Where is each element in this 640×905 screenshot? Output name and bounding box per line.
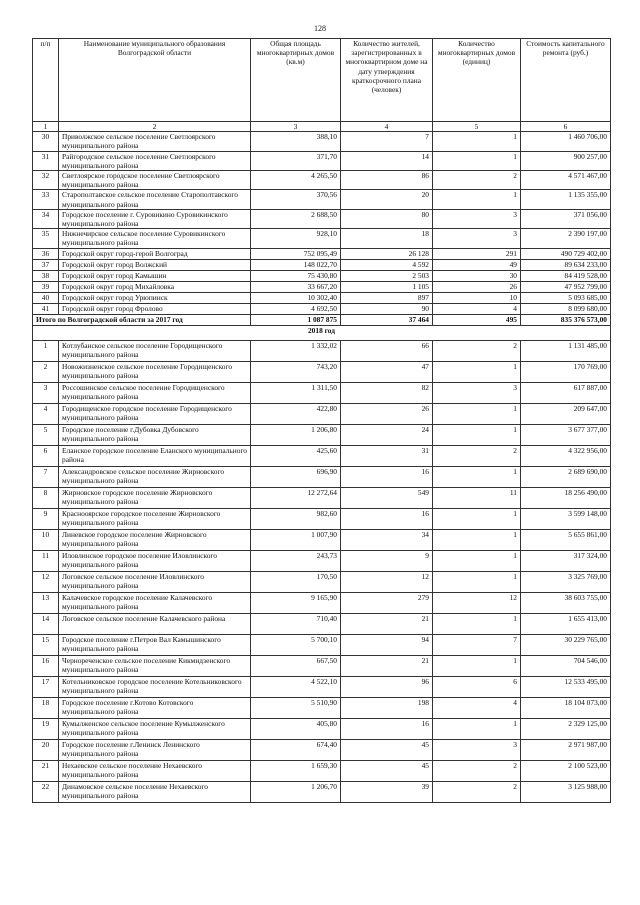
cost-value: 1 655 413,00 — [521, 613, 611, 634]
houses-value: 7 — [433, 634, 521, 655]
total-cost: 835 376 573,00 — [521, 314, 611, 325]
cost-value: 1 135 355,00 — [521, 190, 611, 209]
col-header-cost: Стоимость капитального ремонта (руб.) — [521, 39, 611, 122]
row-number: 10 — [33, 529, 59, 550]
municipality-name: Городское поселение г. Суровикино Суровикинского муниципального района — [59, 209, 251, 228]
cost-value: 170 769,00 — [521, 361, 611, 382]
table-row — [33, 781, 611, 802]
residents-value: 45 — [341, 739, 433, 760]
area-value: 1 206,80 — [251, 424, 341, 445]
municipality-name: Александровское сельское поселение Жирновского муниципального района — [59, 466, 251, 487]
row-number: 30 — [33, 132, 59, 151]
houses-value: 3 — [433, 209, 521, 228]
area-value: 674,40 — [251, 739, 341, 760]
cost-value: 2 971 987,00 — [521, 739, 611, 760]
area-value: 388,10 — [251, 132, 341, 151]
residents-value: 16 — [341, 466, 433, 487]
year-heading-row — [33, 325, 611, 340]
area-value: 743,20 — [251, 361, 341, 382]
row-number: 18 — [33, 697, 59, 718]
residents-value: 94 — [341, 634, 433, 655]
residents-value: 66 — [341, 340, 433, 361]
table-row — [33, 229, 611, 248]
col-header-index: п/п — [33, 39, 59, 122]
houses-value: 1 — [433, 613, 521, 634]
residents-value: 198 — [341, 697, 433, 718]
row-number: 40 — [33, 292, 59, 303]
municipality-name: Жирновское городское поселение Жирновского муниципального района — [59, 487, 251, 508]
residents-value: 24 — [341, 424, 433, 445]
table-row — [33, 466, 611, 487]
column-index: 1 — [33, 122, 59, 132]
cost-value: 3 325 769,00 — [521, 571, 611, 592]
municipality-name: Чернореченское сельское поселение Кикмидзенского муниципального района — [59, 655, 251, 676]
table-row — [33, 718, 611, 739]
repair-plan-table — [32, 38, 611, 803]
table-row — [33, 361, 611, 382]
table-row — [33, 613, 611, 634]
houses-value: 6 — [433, 676, 521, 697]
houses-value: 12 — [433, 592, 521, 613]
municipality-name: Городской округ город Урюпинск — [59, 292, 251, 303]
row-number: 31 — [33, 151, 59, 170]
cost-value: 5 655 861,00 — [521, 529, 611, 550]
area-value: 4 692,50 — [251, 303, 341, 314]
rows-2018 — [33, 340, 611, 802]
houses-value: 2 — [433, 340, 521, 361]
residents-value: 96 — [341, 676, 433, 697]
residents-value: 16 — [341, 508, 433, 529]
residents-value: 7 — [341, 132, 433, 151]
area-value: 2 688,50 — [251, 209, 341, 228]
residents-value: 26 — [341, 403, 433, 424]
table-row — [33, 697, 611, 718]
table-row — [33, 259, 611, 270]
cost-value: 18 256 490,00 — [521, 487, 611, 508]
houses-value: 1 — [433, 571, 521, 592]
cost-value: 3 599 148,00 — [521, 508, 611, 529]
municipality-name: Новожизненское сельское поселение Городищенского муниципального района — [59, 361, 251, 382]
municipality-name: Нижнечирское сельское поселение Суровикинского муниципального района — [59, 229, 251, 248]
houses-value: 49 — [433, 259, 521, 270]
municipality-name: Нехаевское сельское поселение Нехаевского муниципального района — [59, 760, 251, 781]
row-number: 14 — [33, 613, 59, 634]
area-value: 170,50 — [251, 571, 341, 592]
municipality-name: Городское поселение г.Дубовка Дубовского муниципального района — [59, 424, 251, 445]
row-number: 15 — [33, 634, 59, 655]
residents-value: 2 503 — [341, 270, 433, 281]
table-row — [33, 634, 611, 655]
page-number: 128 — [314, 24, 326, 33]
table-row — [33, 132, 611, 151]
municipality-name: Калачевское городское поселение Калачевского муниципального района — [59, 592, 251, 613]
area-value: 667,50 — [251, 655, 341, 676]
residents-value: 9 — [341, 550, 433, 571]
municipality-name: Городское поселение г.Котово Котовского муниципального района — [59, 697, 251, 718]
houses-value: 3 — [433, 229, 521, 248]
row-number: 3 — [33, 382, 59, 403]
houses-value: 1 — [433, 550, 521, 571]
houses-value: 1 — [433, 151, 521, 170]
residents-value: 80 — [341, 209, 433, 228]
cost-value: 209 647,00 — [521, 403, 611, 424]
area-value: 422,80 — [251, 403, 341, 424]
residents-value: 21 — [341, 613, 433, 634]
residents-value: 86 — [341, 171, 433, 190]
houses-value: 2 — [433, 781, 521, 802]
residents-value: 1 105 — [341, 281, 433, 292]
area-value: 752 095,49 — [251, 248, 341, 259]
table-row — [33, 655, 611, 676]
area-value: 33 667,20 — [251, 281, 341, 292]
cost-value: 2 689 690,00 — [521, 466, 611, 487]
row-number: 17 — [33, 676, 59, 697]
houses-value: 30 — [433, 270, 521, 281]
cost-value: 317 324,00 — [521, 550, 611, 571]
area-value: 243,73 — [251, 550, 341, 571]
table-row — [33, 382, 611, 403]
municipality-name: Динамовское сельское поселение Нехаевского муниципального района — [59, 781, 251, 802]
houses-value: 1 — [433, 508, 521, 529]
row-number: 11 — [33, 550, 59, 571]
table-row — [33, 508, 611, 529]
houses-value: 2 — [433, 760, 521, 781]
row-number: 13 — [33, 592, 59, 613]
cost-value: 4 322 956,00 — [521, 445, 611, 466]
year-heading: 2018 год — [33, 325, 611, 340]
row-number: 32 — [33, 171, 59, 190]
table-row — [33, 487, 611, 508]
cost-value: 617 887,00 — [521, 382, 611, 403]
houses-value: 1 — [433, 718, 521, 739]
total-label: Итого по Волгоградской области за 2017 год — [33, 314, 251, 325]
row-number: 19 — [33, 718, 59, 739]
municipality-name: Иловлинское городское поселение Иловлинского муниципального района — [59, 550, 251, 571]
table-row — [33, 739, 611, 760]
residents-value: 45 — [341, 760, 433, 781]
col-header-houses: Количество многоквартирных домов (единиц) — [433, 39, 521, 122]
houses-value: 10 — [433, 292, 521, 303]
row-number: 38 — [33, 270, 59, 281]
row-number: 1 — [33, 340, 59, 361]
area-value: 148 022,70 — [251, 259, 341, 270]
houses-value: 1 — [433, 361, 521, 382]
table-row — [33, 248, 611, 259]
row-number: 35 — [33, 229, 59, 248]
area-value: 1 311,50 — [251, 382, 341, 403]
table-row — [33, 281, 611, 292]
area-value: 425,60 — [251, 445, 341, 466]
table-header-row — [33, 39, 611, 122]
row-number: 33 — [33, 190, 59, 209]
row-number: 20 — [33, 739, 59, 760]
total-2017 — [33, 314, 611, 340]
cost-value: 30 229 765,00 — [521, 634, 611, 655]
area-value: 710,40 — [251, 613, 341, 634]
cost-value: 38 603 755,00 — [521, 592, 611, 613]
houses-value: 11 — [433, 487, 521, 508]
table-row — [33, 151, 611, 170]
cost-value: 2 329 125,00 — [521, 718, 611, 739]
col-header-area: Общая площадь многоквартирных домов (кв.м) — [251, 39, 341, 122]
table-row — [33, 550, 611, 571]
municipality-name: Логовское сельское поселение Иловлинского муниципального района — [59, 571, 251, 592]
row-number: 22 — [33, 781, 59, 802]
area-value: 5 700,10 — [251, 634, 341, 655]
area-value: 12 272,64 — [251, 487, 341, 508]
houses-value: 4 — [433, 303, 521, 314]
municipality-name: Старополтавское сельское поселение Старополтавского муниципального района — [59, 190, 251, 209]
residents-value: 90 — [341, 303, 433, 314]
cost-value: 2 390 197,00 — [521, 229, 611, 248]
residents-value: 21 — [341, 655, 433, 676]
total-row — [33, 314, 611, 325]
row-number: 21 — [33, 760, 59, 781]
column-index: 2 — [59, 122, 251, 132]
houses-value: 26 — [433, 281, 521, 292]
row-number: 8 — [33, 487, 59, 508]
area-value: 4 265,50 — [251, 171, 341, 190]
municipality-name: Приволжское сельское поселение Светлоярского муниципального района — [59, 132, 251, 151]
cost-value: 84 419 528,00 — [521, 270, 611, 281]
municipality-name: Городской округ город Михайловка — [59, 281, 251, 292]
municipality-name: Городской округ город Фролово — [59, 303, 251, 314]
table-row — [33, 171, 611, 190]
residents-value: 16 — [341, 718, 433, 739]
houses-value: 3 — [433, 739, 521, 760]
row-number: 4 — [33, 403, 59, 424]
residents-value: 549 — [341, 487, 433, 508]
municipality-name: Логовское сельское поселение Калачевского района — [59, 613, 251, 634]
table-row — [33, 445, 611, 466]
cost-value: 8 099 680,00 — [521, 303, 611, 314]
cost-value: 5 093 685,00 — [521, 292, 611, 303]
cost-value: 18 104 073,00 — [521, 697, 611, 718]
total-residents: 37 464 — [341, 314, 433, 325]
column-index: 5 — [433, 122, 521, 132]
column-index: 6 — [521, 122, 611, 132]
residents-value: 12 — [341, 571, 433, 592]
municipality-name: Краснооярское городское поселение Жирновского муниципального района — [59, 508, 251, 529]
area-value: 9 165,90 — [251, 592, 341, 613]
total-area: 1 087 875 — [251, 314, 341, 325]
table-row — [33, 529, 611, 550]
municipality-name: Городское поселение г.Петров Вал Камышинского муниципального района — [59, 634, 251, 655]
cost-value: 3 125 988,00 — [521, 781, 611, 802]
column-index-row — [33, 122, 611, 132]
houses-value: 2 — [433, 445, 521, 466]
residents-value: 279 — [341, 592, 433, 613]
residents-value: 897 — [341, 292, 433, 303]
houses-value: 4 — [433, 697, 521, 718]
residents-value: 82 — [341, 382, 433, 403]
row-number: 7 — [33, 466, 59, 487]
houses-value: 1 — [433, 529, 521, 550]
municipality-name: Котлубанское сельское поселение Городищенского муниципального района — [59, 340, 251, 361]
municipality-name: Линевское городское поселение Жирновского муниципального района — [59, 529, 251, 550]
houses-value: 3 — [433, 382, 521, 403]
table-row — [33, 303, 611, 314]
municipality-name: Еланское городское поселение Еланского муниципального района — [59, 445, 251, 466]
cost-value: 1 131 485,00 — [521, 340, 611, 361]
cost-value: 89 634 233,00 — [521, 259, 611, 270]
houses-value: 1 — [433, 132, 521, 151]
area-value: 75 430,80 — [251, 270, 341, 281]
houses-value: 1 — [433, 655, 521, 676]
row-number: 34 — [33, 209, 59, 228]
row-number: 41 — [33, 303, 59, 314]
area-value: 10 302,40 — [251, 292, 341, 303]
houses-value: 1 — [433, 424, 521, 445]
row-number: 16 — [33, 655, 59, 676]
houses-value: 1 — [433, 466, 521, 487]
residents-value: 14 — [341, 151, 433, 170]
table-row — [33, 676, 611, 697]
table-row — [33, 209, 611, 228]
row-number: 39 — [33, 281, 59, 292]
residents-value: 34 — [341, 529, 433, 550]
municipality-name: Котельниковское городское поселение Котельниковского муниципального района — [59, 676, 251, 697]
area-value: 4 522,10 — [251, 676, 341, 697]
residents-value: 47 — [341, 361, 433, 382]
table-row — [33, 760, 611, 781]
area-value: 5 510,90 — [251, 697, 341, 718]
residents-value: 31 — [341, 445, 433, 466]
residents-value: 4 592 — [341, 259, 433, 270]
table-row — [33, 571, 611, 592]
cost-value: 12 533 495,00 — [521, 676, 611, 697]
col-header-residents: Количество жителей, зарегистрированных в многоквартирном доме на дату утверждения краткосрочного плана (человек) — [341, 39, 433, 122]
total-houses: 495 — [433, 314, 521, 325]
houses-value: 291 — [433, 248, 521, 259]
residents-value: 39 — [341, 781, 433, 802]
table-row — [33, 270, 611, 281]
area-value: 696,90 — [251, 466, 341, 487]
table-row — [33, 403, 611, 424]
table-row — [33, 592, 611, 613]
municipality-name: Городской округ город-герой Волгоград — [59, 248, 251, 259]
cost-value: 704 546,00 — [521, 655, 611, 676]
col-header-name: Наименование муниципального образования Волгоградской области — [59, 39, 251, 122]
cost-value: 371 056,00 — [521, 209, 611, 228]
houses-value: 1 — [433, 403, 521, 424]
houses-value: 1 — [433, 190, 521, 209]
residents-value: 20 — [341, 190, 433, 209]
municipality-name: Кумылженское сельское поселение Кумылженского муниципального района — [59, 718, 251, 739]
area-value: 1 659,30 — [251, 760, 341, 781]
row-number: 6 — [33, 445, 59, 466]
area-value: 928,10 — [251, 229, 341, 248]
table-row — [33, 190, 611, 209]
cost-value: 4 571 467,00 — [521, 171, 611, 190]
residents-value: 26 128 — [341, 248, 433, 259]
municipality-name: Городищенское городское поселение Городищенского муниципального района — [59, 403, 251, 424]
cost-value: 490 729 402,00 — [521, 248, 611, 259]
area-value: 371,70 — [251, 151, 341, 170]
area-value: 370,56 — [251, 190, 341, 209]
column-index: 4 — [341, 122, 433, 132]
row-number: 37 — [33, 259, 59, 270]
municipality-name: Россошинское сельское поселение Городищенского муниципального района — [59, 382, 251, 403]
rows-2017 — [33, 132, 611, 314]
municipality-name: Райгородское сельское поселение Светлоярского муниципального района — [59, 151, 251, 170]
area-value: 1 206,70 — [251, 781, 341, 802]
row-number: 12 — [33, 571, 59, 592]
cost-value: 2 100 523,00 — [521, 760, 611, 781]
area-value: 1 332,02 — [251, 340, 341, 361]
row-number: 2 — [33, 361, 59, 382]
row-number: 5 — [33, 424, 59, 445]
municipality-name: Светлоярское городское поселение Светлоярского муниципального района — [59, 171, 251, 190]
area-value: 1 007,90 — [251, 529, 341, 550]
table-row — [33, 424, 611, 445]
table-row — [33, 292, 611, 303]
cost-value: 1 460 706,00 — [521, 132, 611, 151]
row-number: 36 — [33, 248, 59, 259]
row-number: 9 — [33, 508, 59, 529]
municipality-name: Городской округ город Камышин — [59, 270, 251, 281]
houses-value: 2 — [433, 171, 521, 190]
cost-value: 47 952 799,00 — [521, 281, 611, 292]
residents-value: 18 — [341, 229, 433, 248]
cost-value: 3 677 377,00 — [521, 424, 611, 445]
municipality-name: Городской округ город Волжский — [59, 259, 251, 270]
column-index: 3 — [251, 122, 341, 132]
municipality-name: Городское поселение г.Ленинск Ленинского муниципального района — [59, 739, 251, 760]
area-value: 982,60 — [251, 508, 341, 529]
table-row — [33, 340, 611, 361]
cost-value: 900 257,00 — [521, 151, 611, 170]
area-value: 405,80 — [251, 718, 341, 739]
